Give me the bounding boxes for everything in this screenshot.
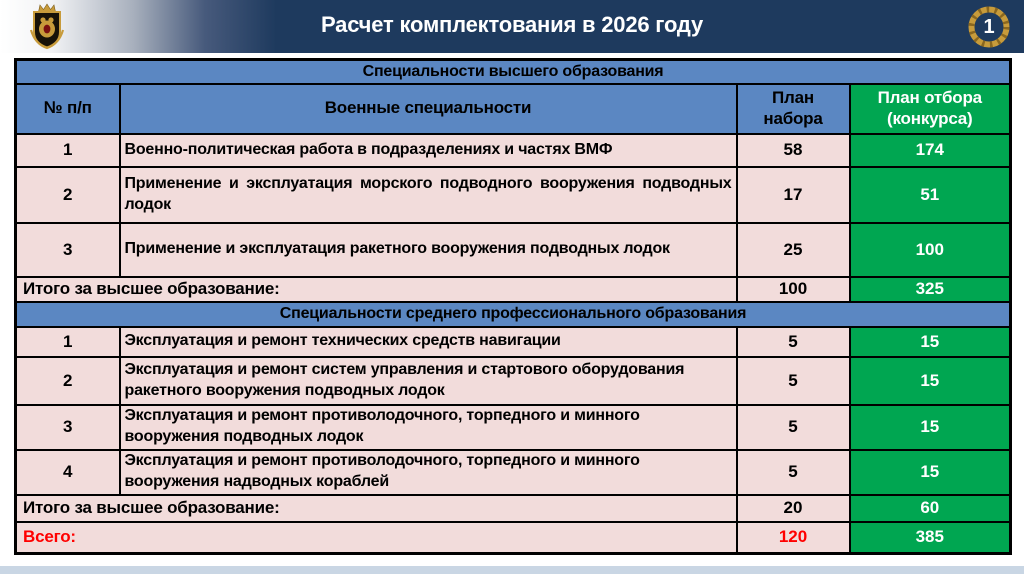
subtotal-row-secondary — [16, 495, 1011, 522]
section-banner-higher-education: Специальности высшего образования — [16, 60, 1011, 84]
col-header-plan: План набора — [737, 84, 850, 134]
subtotal-label: Итого за высшее образование: — [16, 277, 737, 302]
subtotal-plan: 20 — [737, 495, 850, 522]
subtotal-plan: 100 — [737, 277, 850, 302]
row-number: 3 — [16, 223, 120, 277]
specialty-cell: Применение и эксплуатация ракетного вооружения подводных лодок — [120, 223, 737, 277]
table-row — [16, 405, 1011, 450]
plan-cell: 25 — [737, 223, 850, 277]
title-bar — [0, 0, 1024, 53]
plan-cell: 5 — [737, 357, 850, 405]
table-row — [16, 450, 1011, 495]
subtotal-label: Итого за высшее образование: — [16, 495, 737, 522]
selection-cell: 100 — [850, 223, 1011, 277]
table-row — [16, 134, 1011, 167]
col-header-specialty: Военные специальности — [120, 84, 737, 134]
subtotal-selection: 325 — [850, 277, 1011, 302]
selection-cell: 174 — [850, 134, 1011, 167]
row-number: 2 — [16, 357, 120, 405]
page-number-badge — [967, 5, 1011, 49]
table-row — [16, 357, 1011, 405]
specialty-cell: Эксплуатация и ремонт систем управления и стартового оборудования ракетного вооружения подводных лодок — [120, 357, 737, 405]
subtotal-selection: 60 — [850, 495, 1011, 522]
specialty-cell: Эксплуатация и ремонт технических средств навигации — [120, 327, 737, 357]
selection-cell: 15 — [850, 405, 1011, 450]
slide-bottom-strip — [0, 566, 1024, 574]
plan-cell: 5 — [737, 405, 850, 450]
selection-cell: 15 — [850, 357, 1011, 405]
grand-total-plan: 120 — [737, 522, 850, 554]
row-number: 1 — [16, 327, 120, 357]
grand-total-row — [16, 522, 1011, 554]
staffing-table — [14, 58, 1012, 555]
specialty-cell: Военно-политическая работа в подразделениях и частях ВМФ — [120, 134, 737, 167]
grand-total-selection: 385 — [850, 522, 1011, 554]
slide-title: Расчет комплектования в 2026 году — [321, 12, 703, 37]
specialty-cell: Эксплуатация и ремонт противолодочного, торпедного и минного вооружения подводных лодок — [120, 405, 737, 450]
selection-cell: 15 — [850, 450, 1011, 495]
page-number: 1 — [983, 15, 995, 38]
plan-cell: 5 — [737, 327, 850, 357]
table-row — [16, 167, 1011, 223]
table-row — [16, 327, 1011, 357]
row-number: 3 — [16, 405, 120, 450]
row-number: 4 — [16, 450, 120, 495]
specialty-cell: Эксплуатация и ремонт противолодочного, торпедного и минного вооружения надводных кораблей — [120, 450, 737, 495]
col-header-number: № п/п — [16, 84, 120, 134]
plan-cell: 58 — [737, 134, 850, 167]
row-number: 1 — [16, 134, 120, 167]
plan-cell: 5 — [737, 450, 850, 495]
subtotal-row-higher — [16, 277, 1011, 302]
col-header-selection: План отбора (конкурса) — [850, 84, 1011, 134]
table-row — [16, 223, 1011, 277]
row-number: 2 — [16, 167, 120, 223]
grand-total-label: Всего: — [16, 522, 737, 554]
section-banner-secondary-education: Специальности среднего профессионального образования — [16, 302, 1011, 327]
selection-cell: 15 — [850, 327, 1011, 357]
selection-cell: 51 — [850, 167, 1011, 223]
specialty-cell: Применение и эксплуатация морского подводного вооружения подводных лодок — [120, 167, 737, 223]
plan-cell: 17 — [737, 167, 850, 223]
